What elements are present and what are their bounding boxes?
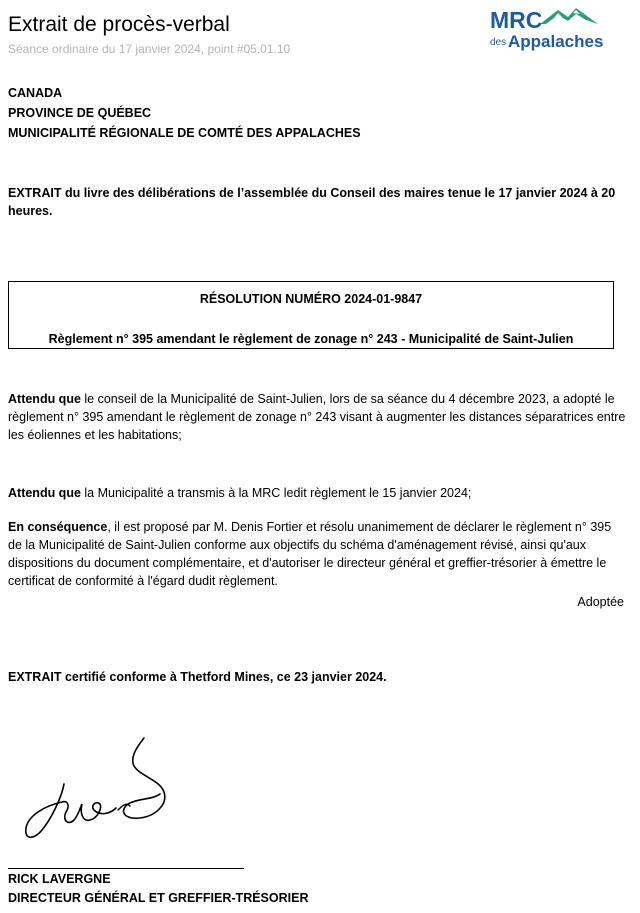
resolution-number: RÉSOLUTION NUMÉRO 2024-01-9847: [199, 292, 423, 306]
extrait-lead: EXTRAIT: [8, 186, 62, 200]
paragraph-text: le conseil de la Municipalité de Saint-Julien, lors de sa séance du 4 décembre 2023, a adopté le règlement n° 395 amendant le règlement de zonage n° 243 visant à augmenter les distances séparatrices entre les éoliennes et les habitations;: [8, 392, 626, 442]
adopted-label: Adoptée: [577, 595, 624, 609]
paragraph-text: , il est proposé par M. Denis Fortier et résolu unanimement de déclarer le règlement n° 395 de la Municipalité de Saint-Julien conforme aux objectifs du schéma d'aménagement révisé, ainsi qu'aux dispositions du document complémentaire, et d'autoriser le directeur général et greffier-trésorier à émettre le certificat de conformité à l'égard dudit règlement.: [8, 520, 612, 588]
logo-mrc-text: MRC: [490, 7, 543, 33]
address-province: PROVINCE DE QUÉBEC: [8, 106, 152, 120]
mrc-logo: [488, 2, 622, 52]
signature-line: [8, 868, 244, 869]
paragraph-lead: En conséquence: [8, 520, 108, 534]
paragraph-attendu-1: [8, 390, 626, 444]
certified-statement: EXTRAIT certifié conforme à Thetford Mines, ce 23 janvier 2024.: [8, 670, 387, 684]
resolution-description: Règlement n° 395 amendant le règlement de zonage n° 243 - Municipalité de Saint-Julien: [48, 332, 574, 346]
extrait-text: du livre des délibérations de l’assemblée du Conseil des maires tenue le 17 janvier 2024 à 20 heures.: [8, 186, 616, 218]
paragraph-lead: Attendu que: [8, 486, 81, 500]
mountain-icon: [540, 8, 598, 24]
paragraph-consequence: [8, 518, 626, 590]
paragraph-attendu-2: [8, 484, 626, 502]
address-block: [8, 83, 361, 143]
logo-des-text: des: [490, 37, 507, 48]
signature-image: [18, 736, 188, 846]
address-country: CANADA: [8, 86, 63, 100]
signatory-title: DIRECTEUR GÉNÉRAL ET GREFFIER-TRÉSORIER: [8, 891, 309, 905]
document-title: Extrait de procès-verbal: [8, 13, 230, 36]
paragraph-text: la Municipalité a transmis à la MRC ledit règlement le 15 janvier 2024;: [80, 486, 472, 500]
session-subtitle: Séance ordinaire du 17 janvier 2024, point #05.01.10: [8, 42, 291, 56]
signatory-name: RICK LAVERGNE: [8, 872, 111, 886]
paragraph-lead: Attendu que: [8, 392, 81, 406]
extrait-intro: [8, 184, 618, 220]
address-mrc: MUNICIPALITÉ RÉGIONALE DE COMTÉ DES APPALACHES: [8, 126, 361, 140]
logo-appalaches-text: Appalaches: [508, 32, 604, 51]
resolution-box: [8, 281, 614, 349]
